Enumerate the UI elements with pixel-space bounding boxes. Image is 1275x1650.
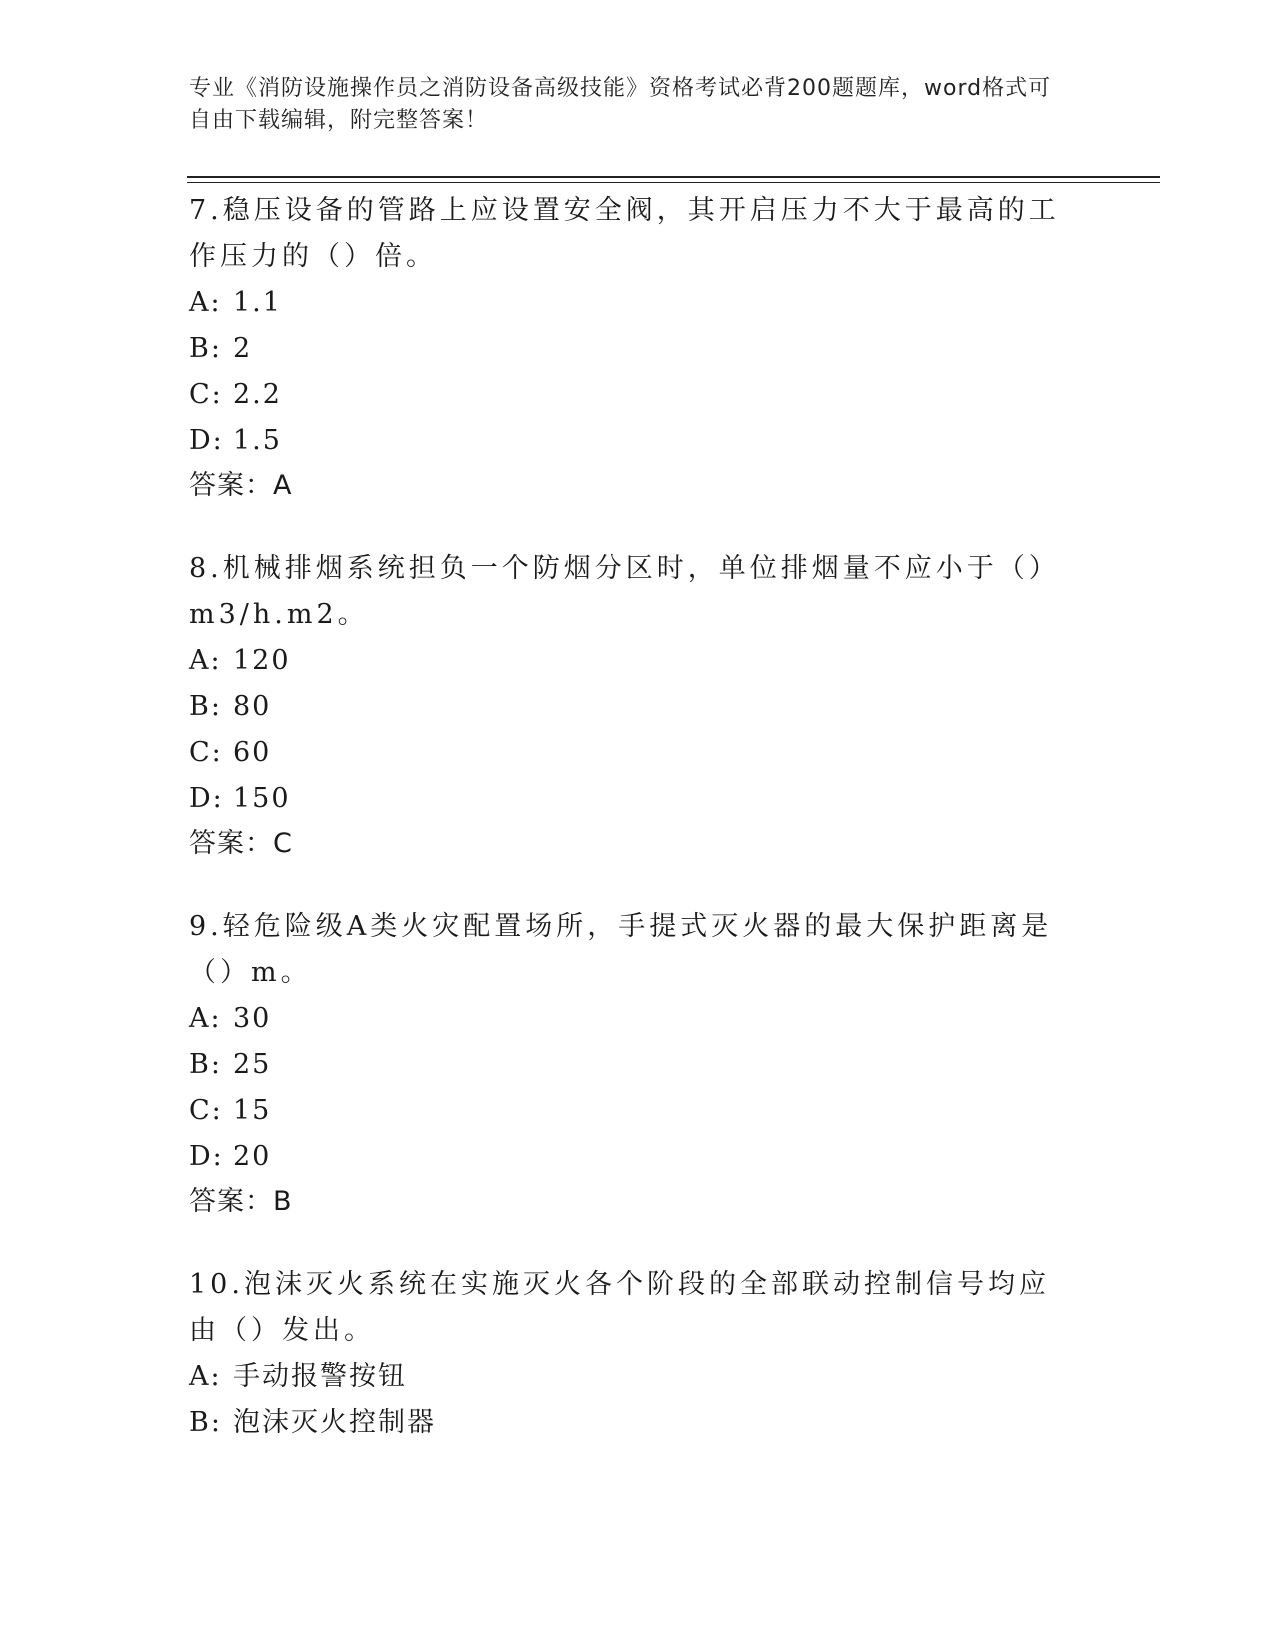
answer-line: 答案：A	[189, 470, 293, 501]
option-letter: A:	[189, 645, 222, 676]
option-text: 120	[233, 645, 291, 676]
option-letter: B:	[189, 691, 222, 722]
option-letter: B:	[189, 1407, 222, 1438]
option-letter: B:	[189, 1049, 222, 1080]
option-text: 15	[233, 1095, 272, 1126]
option-c	[189, 372, 1089, 418]
option-b	[189, 1400, 1089, 1446]
option-c	[189, 730, 1089, 776]
option-a	[189, 280, 1089, 326]
option-d	[189, 1134, 1089, 1180]
question-stem: 7.稳压设备的管路上应设置安全阀，其开启压力不大于最高的工作压力的（）倍。	[189, 195, 1060, 272]
question-8	[189, 546, 1089, 866]
option-letter: C:	[189, 737, 223, 768]
header-rule-top	[187, 176, 1160, 178]
answer-line: 答案：C	[189, 828, 293, 859]
question-stem: 8.机械排烟系统担负一个防烟分区时，单位排烟量不应小于（）m3/h.m2。	[189, 553, 1060, 630]
question-list	[189, 188, 1089, 1484]
option-d	[189, 418, 1089, 464]
option-letter: D:	[189, 425, 224, 456]
option-letter: D:	[189, 783, 224, 814]
option-text: 1.5	[233, 425, 282, 456]
option-text: 2	[233, 333, 253, 364]
option-text: 1.1	[233, 287, 282, 318]
option-text: 150	[233, 783, 291, 814]
option-letter: B:	[189, 333, 222, 364]
option-a	[189, 638, 1089, 684]
option-a	[189, 996, 1089, 1042]
option-text: 80	[233, 691, 272, 722]
option-text: 30	[233, 1003, 272, 1034]
option-b	[189, 1042, 1089, 1088]
option-text: 泡沫灭火控制器	[233, 1407, 436, 1438]
option-letter: A:	[189, 1361, 222, 1392]
question-stem: 10.泡沫灭火系统在实施灭火各个阶段的全部联动控制信号均应由（）发出。	[189, 1269, 1050, 1346]
option-a	[189, 1354, 1089, 1400]
option-text: 2.2	[233, 379, 282, 410]
option-text: 60	[233, 737, 272, 768]
option-letter: A:	[189, 1003, 222, 1034]
question-stem: 9.轻危险级A类火灾配置场所，手提式灭火器的最大保护距离是（）m。	[189, 911, 1053, 988]
header-rule-bottom	[187, 182, 1160, 183]
option-b	[189, 684, 1089, 730]
option-text: 20	[233, 1141, 272, 1172]
option-b	[189, 326, 1089, 372]
question-9	[189, 904, 1089, 1224]
question-10	[189, 1262, 1089, 1446]
option-text: 手动报警按钮	[233, 1361, 407, 1392]
answer-line: 答案：B	[189, 1186, 293, 1217]
option-c	[189, 1088, 1089, 1134]
option-letter: D:	[189, 1141, 224, 1172]
option-letter: C:	[189, 379, 223, 410]
question-7	[189, 188, 1089, 508]
document-intro: 专业《消防设施操作员之消防设备高级技能》资格考试必背200题题库，word格式可自由下载编辑，附完整答案！	[189, 76, 1052, 133]
option-letter: C:	[189, 1095, 223, 1126]
option-letter: A:	[189, 287, 222, 318]
option-text: 25	[233, 1049, 272, 1080]
option-d	[189, 776, 1089, 822]
